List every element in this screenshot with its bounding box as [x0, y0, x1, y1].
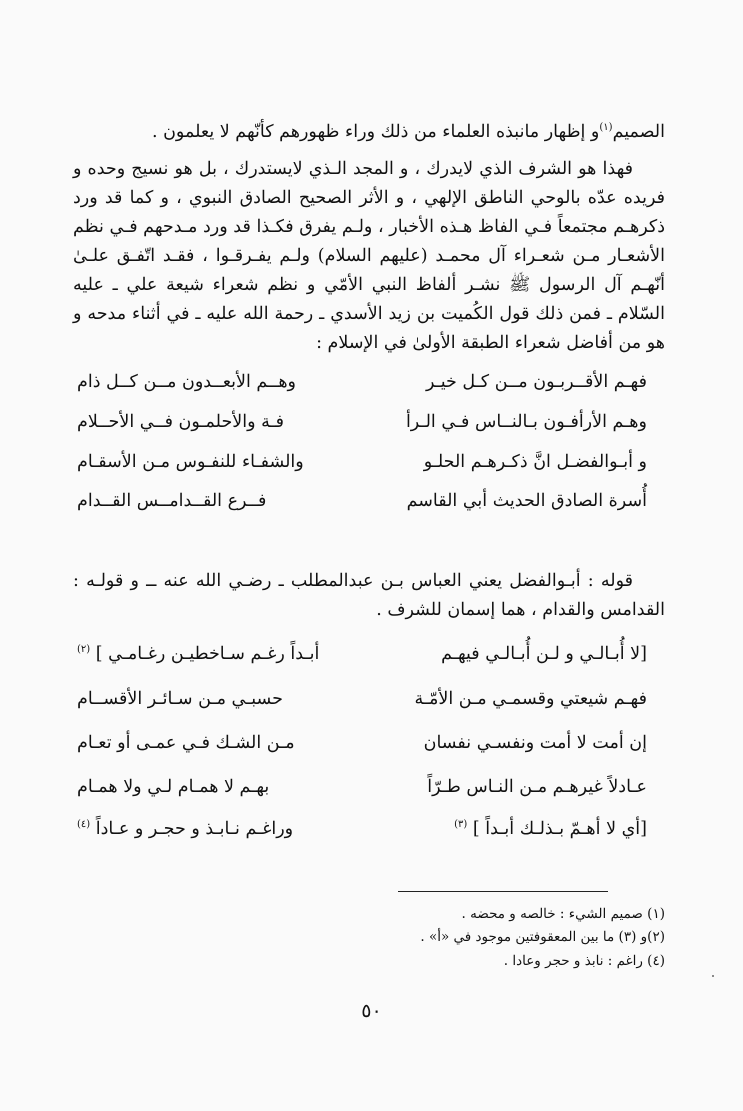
verse-second-hemistich: بهـم لا همـام لـي ولا همـام	[77, 777, 270, 797]
verse-first-hemistich: أُسرة الصادق الحديث أبي القاسم	[406, 491, 647, 511]
verse-line	[73, 491, 665, 521]
verse-second-hemistich: فــرع القــدامــس القــدام	[77, 491, 267, 511]
verse-second-hemistich	[77, 819, 293, 839]
verse-first-hemistich: وهـم الأرأفـون بـالنــاس فـي الـرأ	[405, 412, 647, 432]
verse-line	[73, 412, 665, 442]
verse-second-hemistich: والشفـاء للنفـوس مـن الأسقـام	[77, 452, 304, 472]
verse-line	[73, 644, 665, 674]
verse-second-hemistich: حسبـي مـن سـائـر الأقســام	[77, 689, 283, 709]
main-paragraph	[73, 155, 665, 358]
verse-second-hemistich: وهــم الأبعــدون مــن كــل ذام	[77, 372, 297, 392]
verse-first-hemistich: [لا أُبـالـي و لـن أُبـالـي فيهـم	[441, 644, 647, 664]
footnote-2: (٢)و (٣) ما بين المعقوفتين موجود في «أ» .	[420, 929, 665, 945]
verse-first-hemistich: فهـم الأقــربـون مــن كـل خيـر	[425, 372, 647, 392]
main-paragraph-text: فهذا هو الشرف الذي لايدرك ، و المجد الـذي لايستدرك ، بل هو نسيج وحده و فريده عدّه بالوحي الناطق الإلهي ، و الأثر الصحيح الصادق النبوي ، و كما قد ورد ذكرهـم مجتمعاً فـي الفاظ هـذه الأخبار ، ولـم يفرق فكـذا قد ورد مـدحهم فـي نظم الأشعـار مـن شعـراء آل محمـد (عليهم السلام) ولـم يفـرقـوا ، فقـد اتّفـق علـىٰ أنّهـم آل الرسول ﷺ نشـر ألفاظ النبي الأمّي و نظم شعراء شيعة علي ـ عليه السّلام ـ فمن ذلك قول الكُميت بن زيد الأسدي ـ رحمة الله عليه ـ في أثناء مدحه و هو من أفاضل شعراء الطبقة الأولىٰ في الإسلام :	[73, 159, 665, 353]
page-number: ٥٠	[361, 1000, 382, 1022]
verse-line	[73, 733, 665, 763]
verse-line	[73, 372, 665, 402]
footnote-ref-4[interactable]: (٤)	[77, 819, 91, 831]
verse-second-hemistich	[77, 644, 319, 664]
intro-line	[73, 113, 665, 147]
intro-text-after: و إظهار مانبذه العلماء من ذلك وراء ظهورهم كأنّهم لا يعلمون .	[151, 121, 600, 142]
verse-first-text: [أي لا أهـمّ بـذلـك أبـداً ]	[472, 819, 647, 839]
verse-line	[73, 452, 665, 482]
commentary-text: قوله : أبـوالفضل يعني العباس بـن عبدالمطلب ـ رضـي الله عنه ــ و قولـه : القدامس والقدام ، هما إسمان للشرف .	[73, 571, 665, 620]
verse-second-hemistich: مـن الشـك فـي عمـى أو تعـام	[77, 733, 295, 753]
verse-second-hemistich: فـة والأحلمـون فــي الأحــلام	[77, 412, 285, 432]
footnote-ref-3[interactable]: (٣)	[454, 819, 468, 831]
footnote-3: (٤) راغم : نابذ و حجر وعادا .	[503, 953, 665, 969]
verse-second-text: أبـداً رغـم سـاخطيـن رغـامـي ]	[95, 644, 320, 664]
footnote-ref-2[interactable]: (٢)	[77, 644, 91, 656]
verse-first-hemistich: إن أمت لا أمت ونفسـي نفسان	[423, 733, 647, 753]
verse-line	[73, 819, 665, 849]
verse-line	[73, 777, 665, 807]
scan-speck	[712, 975, 714, 977]
verse-line	[73, 689, 665, 719]
intro-text-before: الصميم	[612, 121, 665, 142]
commentary-paragraph	[73, 567, 665, 625]
verse-second-text: وراغـم نـابـذ و حجـر و عـاداً	[95, 819, 294, 839]
verse-first-hemistich: فهـم شيعتي وقسمـي مـن الأمّـة	[414, 689, 647, 709]
footnote-ref-1[interactable]: (١)	[599, 122, 613, 133]
footnote-divider	[398, 891, 608, 892]
verse-first-hemistich: عـادلاً غيرهـم مـن النـاس طـرّاً	[427, 777, 647, 797]
verse-first-hemistich	[454, 819, 647, 839]
footnote-1: (١) صميم الشيء : خالصه و محضه .	[461, 906, 665, 922]
verse-first-hemistich: و أبـوالفضـل انَّ ذكـرهـم الحلـو	[423, 452, 647, 472]
